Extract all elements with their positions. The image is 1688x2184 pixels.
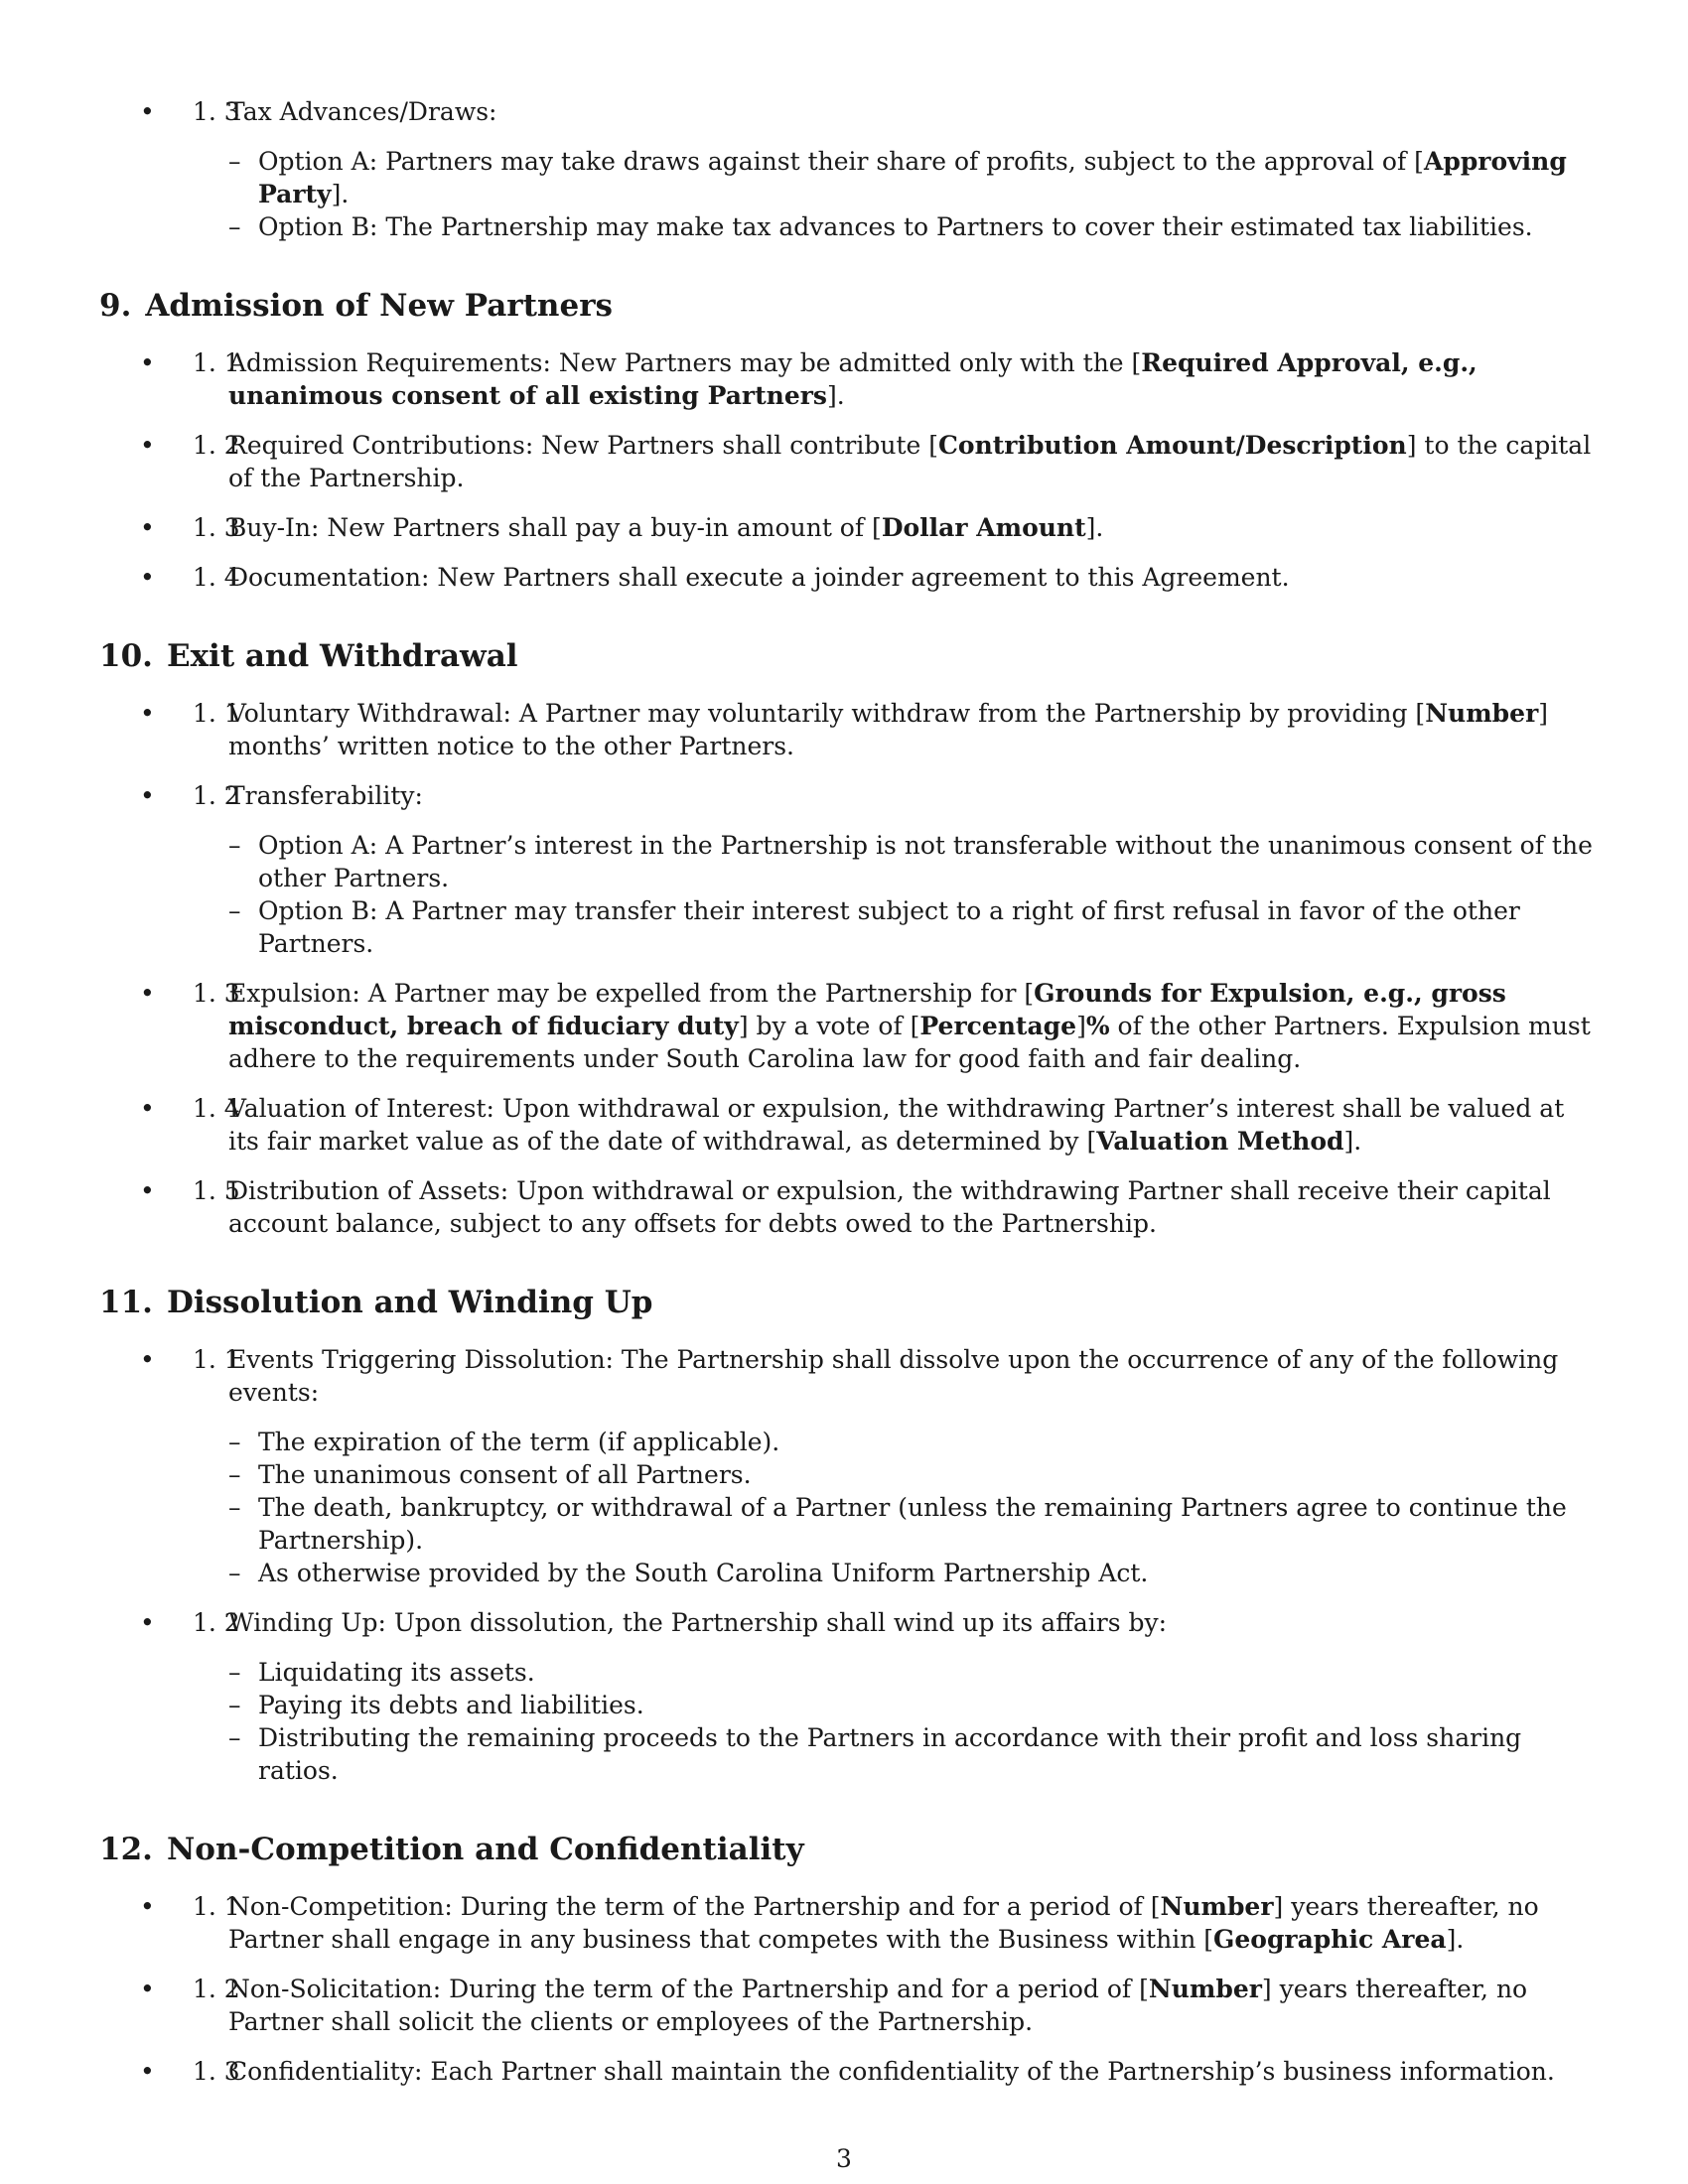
bullet-icon: •: [140, 2057, 155, 2086]
list-item: [99, 1890, 1594, 1956]
item-text: [228, 779, 1594, 812]
section-number: 12.: [99, 1832, 153, 1867]
text-run: of the other Partners. Expulsion must adhere to the requirements under South Carolina law for good faith and fair dealing.: [228, 1012, 1591, 1073]
section-heading: [99, 1831, 1594, 1868]
sub-list-item: [228, 1557, 1594, 1589]
placeholder-field: Valuation Method: [1096, 1127, 1344, 1156]
section-number: 11.: [99, 1285, 153, 1320]
section-heading: [99, 637, 1594, 675]
item-number: 1. 2: [193, 1608, 240, 1637]
item-number: 1. 1: [193, 348, 240, 377]
bullet-icon: •: [140, 348, 155, 377]
text-run: ].: [1343, 1127, 1362, 1156]
item-text: [228, 1092, 1594, 1158]
placeholder-field: Number: [1148, 1975, 1262, 2003]
list-item: [99, 1606, 1594, 1787]
bullet-icon: •: [140, 781, 155, 810]
text-run: Voluntary Withdrawal: A Partner may voluntarily withdraw from the Partnership by providing [: [228, 699, 1426, 728]
item-number: 1. 2: [193, 781, 240, 810]
item-number: 1. 2: [193, 1975, 240, 2003]
item-number: 1. 1: [193, 1892, 240, 1921]
list-item: [99, 346, 1594, 412]
sub-list-item: [228, 1426, 1594, 1458]
bullet-icon: •: [140, 979, 155, 1008]
text-run: ].: [1446, 1925, 1465, 1954]
item-number: 1. 4: [193, 1094, 240, 1123]
list-item: [99, 1343, 1594, 1589]
item-number: 1. 2: [193, 431, 240, 460]
sub-list-item: [228, 1458, 1594, 1491]
text-run: Winding Up: Upon dissolution, the Partnership shall wind up its affairs by:: [228, 1608, 1168, 1637]
text-run: ] by a vote of [: [738, 1012, 920, 1040]
sub-list: [228, 145, 1594, 243]
placeholder-field: %: [1085, 1012, 1110, 1040]
placeholder-field: Required Approval, e.g., unanimous consent of all existing Partners: [228, 348, 1477, 410]
section-heading: [99, 1284, 1594, 1321]
text-run: Buy-In: New Partners shall pay a buy-in amount of [: [228, 513, 882, 542]
placeholder-field: Approving Party: [258, 147, 1567, 208]
sub-list-item: [228, 1689, 1594, 1721]
item-text: [228, 697, 1594, 762]
list-item: [99, 561, 1594, 594]
section-heading: [99, 287, 1594, 325]
item-text: [228, 1343, 1594, 1409]
item-text: [228, 95, 1594, 128]
text-run: Option A: Partners may take draws against their share of profits, subject to the approval of [: [258, 147, 1424, 176]
dash-icon: –: [228, 896, 241, 925]
text-run: ] months’ written notice to the other Partners.: [228, 699, 1549, 760]
dash-icon: –: [228, 1723, 241, 1752]
item-text: [228, 511, 1594, 544]
text-run: Non-Solicitation: During the term of the Partnership and for a period of [: [228, 1975, 1149, 2003]
item-text: [228, 1606, 1594, 1639]
text-run: Required Contributions: New Partners shall contribute [: [228, 431, 938, 460]
list-item: [99, 1174, 1594, 1240]
text-run: ] years thereafter, no Partner shall engage in any business that competes with the Business within [: [228, 1892, 1539, 1954]
section-title: Dissolution and Winding Up: [166, 1285, 653, 1320]
sub-list-item: [228, 145, 1594, 210]
bullet-icon: •: [140, 1975, 155, 2003]
list-item: [99, 697, 1594, 762]
text-run: Liquidating its assets.: [258, 1658, 535, 1687]
sub-list-item: [228, 1656, 1594, 1689]
list-item: [99, 511, 1594, 544]
item-number: 1. 3: [193, 97, 240, 126]
section-title: Exit and Withdrawal: [166, 638, 518, 674]
dash-icon: –: [228, 1460, 241, 1489]
text-run: ]: [1076, 1012, 1086, 1040]
item-text: [228, 2055, 1594, 2088]
text-run: ].: [331, 180, 350, 208]
text-run: Confidentiality: Each Partner shall maintain the confidentiality of the Partnership’s business information.: [228, 2057, 1555, 2086]
placeholder-field: Number: [1425, 699, 1539, 728]
bullet-icon: •: [140, 563, 155, 592]
text-run: ] years thereafter, no Partner shall solicit the clients or employees of the Partnership.: [228, 1975, 1528, 2036]
placeholder-field: Grounds for Expulsion, e.g., gross misconduct, breach of fiduciary duty: [228, 979, 1506, 1040]
sub-list: [228, 1426, 1594, 1589]
bullet-icon: •: [140, 513, 155, 542]
text-run: The unanimous consent of all Partners.: [258, 1460, 752, 1489]
sub-list-item: [228, 894, 1594, 960]
text-run: Non-Competition: During the term of the Partnership and for a period of [: [228, 1892, 1161, 1921]
dash-icon: –: [228, 1428, 241, 1456]
placeholder-field: Number: [1160, 1892, 1274, 1921]
item-number: 1. 1: [193, 699, 240, 728]
placeholder-field: Contribution Amount/Description: [938, 431, 1407, 460]
list-item: [99, 977, 1594, 1075]
item-text: [228, 429, 1594, 494]
list-item: [99, 95, 1594, 243]
placeholder-field: Geographic Area: [1213, 1925, 1447, 1954]
text-run: Option B: A Partner may transfer their interest subject to a right of first refusal in favor of the other Partners.: [258, 896, 1520, 958]
bullet-icon: •: [140, 1176, 155, 1205]
page-number: 3: [836, 2144, 852, 2173]
sub-list-item: [228, 210, 1594, 243]
section-title: Non-Competition and Confidentiality: [166, 1832, 804, 1867]
item-number: 1. 3: [193, 513, 240, 542]
list-item: [99, 429, 1594, 494]
item-text: [228, 1973, 1594, 2038]
dash-icon: –: [228, 1559, 241, 1587]
dash-icon: –: [228, 831, 241, 860]
text-run: The death, bankruptcy, or withdrawal of a Partner (unless the remaining Partners agree to continue the Partnership).: [258, 1493, 1567, 1555]
text-run: Distribution of Assets: Upon withdrawal or expulsion, the withdrawing Partner shall receive their capital account balance, subject to any offsets for debts owed to the Partnership.: [228, 1176, 1551, 1238]
bullet-icon: •: [140, 97, 155, 126]
text-run: Paying its debts and liabilities.: [258, 1691, 644, 1719]
dash-icon: –: [228, 1658, 241, 1687]
placeholder-field: Percentage: [919, 1012, 1077, 1040]
sub-list: [228, 829, 1594, 960]
bullet-icon: •: [140, 1892, 155, 1921]
sub-list-item: [228, 1721, 1594, 1787]
text-run: Distributing the remaining proceeds to the Partners in accordance with their profit and loss sharing ratios.: [258, 1723, 1522, 1785]
text-run: ].: [826, 381, 845, 410]
sub-list: [228, 1656, 1594, 1787]
item-number: 1. 3: [193, 979, 240, 1008]
text-run: The expiration of the term (if applicable).: [258, 1428, 780, 1456]
placeholder-field: Dollar Amount: [881, 513, 1086, 542]
bullet-icon: •: [140, 1094, 155, 1123]
document-body: [99, 95, 1594, 2105]
list-item: [99, 2055, 1594, 2088]
bullet-icon: •: [140, 1608, 155, 1637]
dash-icon: –: [228, 1691, 241, 1719]
item-text: [228, 1174, 1594, 1240]
item-number: 1. 5: [193, 1176, 240, 1205]
text-run: Documentation: New Partners shall execute a joinder agreement to this Agreement.: [228, 563, 1290, 592]
sub-list-item: [228, 829, 1594, 894]
text-run: Transferability:: [228, 781, 423, 810]
section-title: Admission of New Partners: [145, 288, 613, 324]
list-item: [99, 779, 1594, 960]
dash-icon: –: [228, 147, 241, 176]
list-item: [99, 1973, 1594, 2038]
text-run: As otherwise provided by the South Carolina Uniform Partnership Act.: [258, 1559, 1149, 1587]
text-run: Option B: The Partnership may make tax advances to Partners to cover their estimated tax liabilities.: [258, 212, 1533, 241]
item-text: [228, 1890, 1594, 1956]
sub-list-item: [228, 1491, 1594, 1557]
section-number: 10.: [99, 638, 153, 674]
text-run: Events Triggering Dissolution: The Partnership shall dissolve upon the occurrence of any of the following events:: [228, 1345, 1559, 1407]
item-text: [228, 346, 1594, 412]
item-number: 1. 4: [193, 563, 240, 592]
text-run: Admission Requirements: New Partners may be admitted only with the [: [228, 348, 1142, 377]
item-number: 1. 1: [193, 1345, 240, 1374]
list-item: [99, 1092, 1594, 1158]
bullet-icon: •: [140, 431, 155, 460]
dash-icon: –: [228, 212, 241, 241]
text-run: Expulsion: A Partner may be expelled from the Partnership for [: [228, 979, 1035, 1008]
bullet-icon: •: [140, 1345, 155, 1374]
text-run: Tax Advances/Draws:: [228, 97, 497, 126]
dash-icon: –: [228, 1493, 241, 1522]
text-run: Option A: A Partner’s interest in the Partnership is not transferable without the unanimous consent of the other Partners.: [258, 831, 1593, 892]
section-number: 9.: [99, 288, 132, 324]
text-run: ] to the capital of the Partnership.: [228, 431, 1592, 492]
bullet-icon: •: [140, 699, 155, 728]
text-run: Valuation of Interest: Upon withdrawal or expulsion, the withdrawing Partner’s interest shall be valued at its fair market value as of the date of withdrawal, as determined by [: [228, 1094, 1565, 1156]
item-text: [228, 561, 1594, 594]
text-run: ].: [1085, 513, 1104, 542]
item-number: 1. 3: [193, 2057, 240, 2086]
item-text: [228, 977, 1594, 1075]
